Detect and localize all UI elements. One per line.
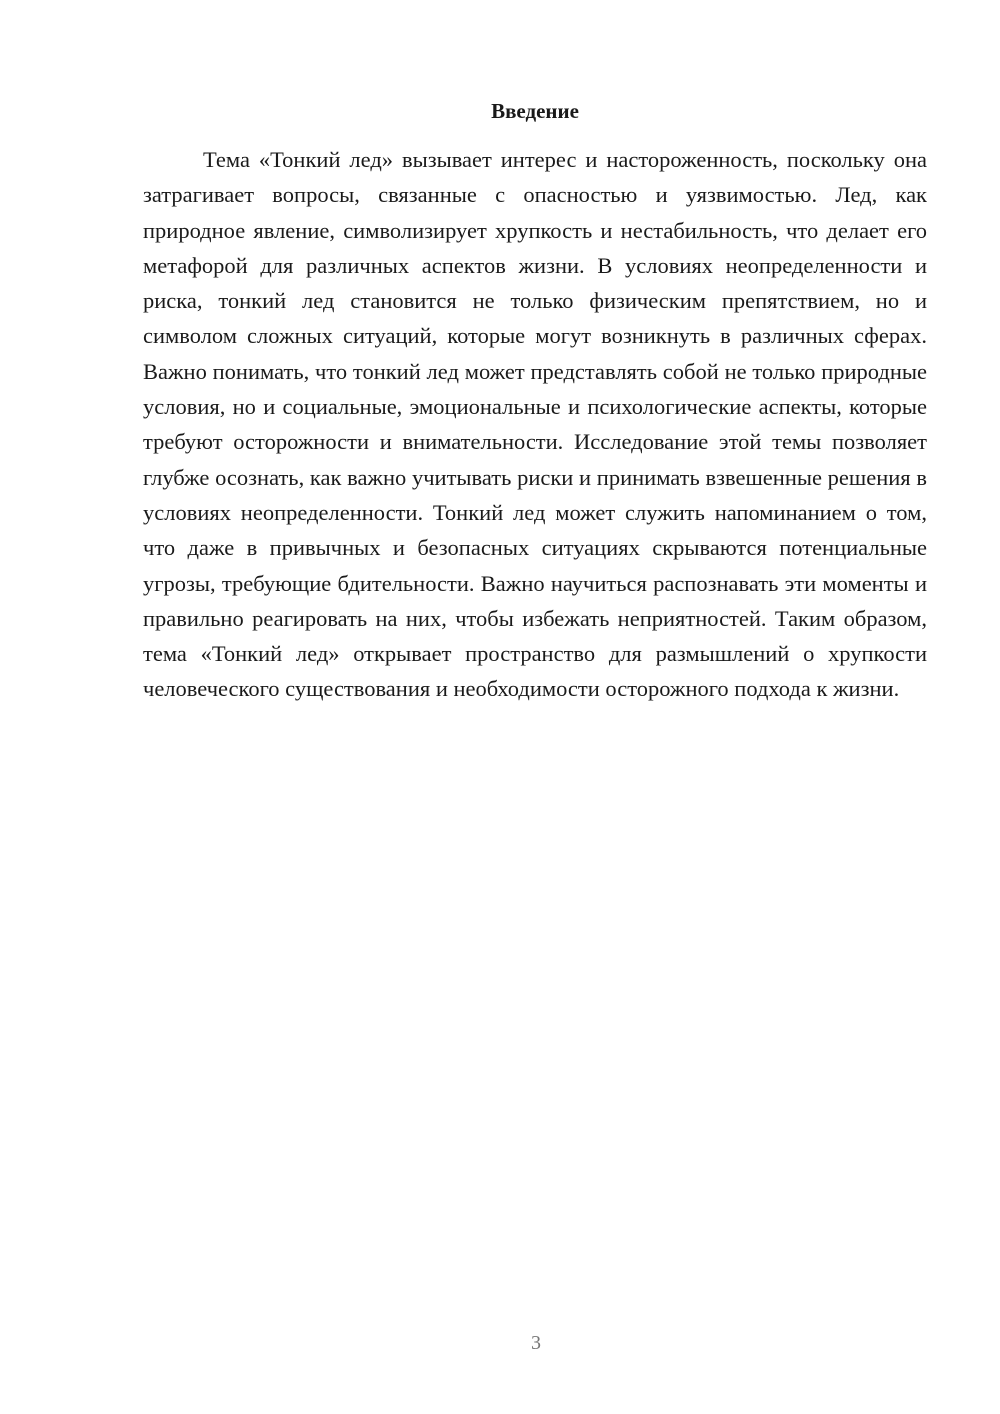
body-paragraph: Тема «Тонкий лед» вызывает интерес и настороженность, поскольку она затрагивает вопросы, связанные с опасностью и уязвимостью. Лед, как природное явление, символизирует хрупкость и нестабильность, что делает его метафорой для различных аспектов жизни. В условиях неопределенности и риска, тонкий лед становится не только физическим препятствием, но и символом сложных ситуаций, которые могут возникнуть в различных сферах. Важно понимать, что тонкий лед может представлять собой не только природные условия, но и социальные, эмоциональные и психологические аспекты, которые требуют осторожности и внимательности. Исследование этой темы позволяет глубже осознать, как важно учитывать риски и принимать взвешенные решения в условиях неопределенности. Тонкий лед может служить напоминанием о том, что даже в привычных и безопасных ситуациях скрываются потенциальные угрозы, требующие бдительности. Важно научиться распознавать эти моменты и правильно реагировать на них, чтобы избежать неприятностей. Таким образом, тема «Тонкий лед» открывает пространство для размышлений о хрупкости человеческого существования и необходимости осторожного подхода к жизни.	[143, 147, 927, 702]
page-number: 3	[531, 1332, 541, 1354]
section-heading: Введение	[491, 99, 579, 123]
